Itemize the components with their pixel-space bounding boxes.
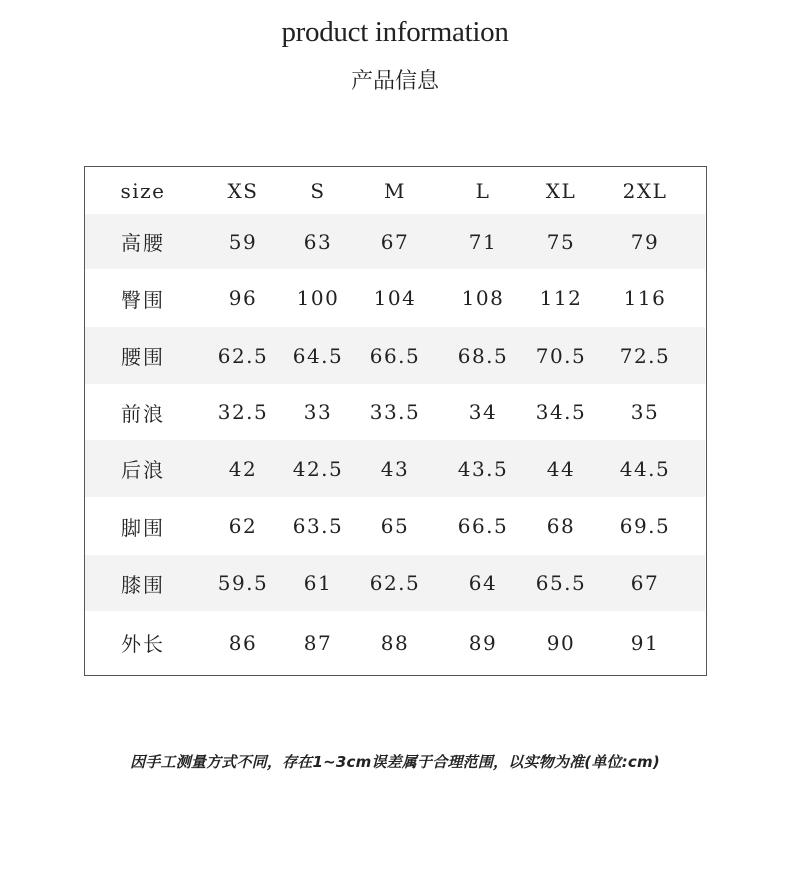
table-row — [85, 611, 705, 674]
table-cell: 42.5 — [292, 456, 344, 481]
table-cell: 62.5 — [369, 571, 421, 595]
table-cell: 68 — [546, 514, 576, 538]
table-cell: 61 — [303, 571, 333, 595]
table-cell: 71 — [468, 229, 498, 254]
measurement-note: 因手工测量方式不同，存在1~3cm误差属于合理范围，以实物为准(单位:cm) — [130, 753, 660, 771]
row-label: 高腰 — [121, 231, 165, 255]
table-cell: 32.5 — [217, 400, 269, 424]
table-cell: 62.5 — [217, 343, 269, 368]
table-row — [85, 214, 705, 269]
table-cell: 90 — [546, 630, 576, 655]
table-cell: 116 — [623, 286, 667, 310]
table-cell: 65.5 — [535, 571, 587, 595]
column-header: size — [120, 178, 166, 203]
table-cell: 66.5 — [457, 514, 509, 538]
table-cell: 65 — [380, 514, 410, 538]
table-cell: 69.5 — [619, 514, 671, 538]
table-cell: 42 — [228, 456, 258, 481]
table-cell: 64.5 — [292, 343, 344, 368]
column-header: XS — [227, 178, 259, 203]
table-cell: 72.5 — [619, 343, 671, 368]
table-cell: 43.5 — [457, 456, 509, 481]
table-cell: 86 — [228, 630, 258, 655]
row-label: 膝围 — [121, 572, 165, 597]
table-cell: 34 — [468, 400, 498, 424]
page-title-cn: 产品信息 — [350, 69, 439, 94]
table-cell: 59.5 — [217, 571, 269, 595]
column-header: M — [384, 178, 406, 203]
table-cell: 62 — [228, 514, 258, 538]
table-cell: 33.5 — [369, 400, 421, 424]
size-table — [84, 166, 707, 676]
table-header-row — [85, 167, 705, 214]
table-row — [85, 327, 705, 384]
row-label: 前浪 — [121, 401, 165, 426]
row-label: 脚围 — [121, 515, 165, 540]
table-cell: 88 — [380, 630, 410, 655]
table-cell: 66.5 — [369, 343, 421, 368]
table-cell: 44 — [546, 456, 576, 481]
table-row — [85, 497, 705, 555]
table-cell: 43 — [380, 456, 410, 481]
table-cell: 75 — [546, 229, 576, 254]
table-row — [85, 440, 705, 497]
table-cell: 112 — [539, 286, 583, 310]
table-cell: 67 — [630, 571, 660, 595]
table-cell: 87 — [303, 630, 333, 655]
table-row — [85, 384, 705, 440]
table-cell: 68.5 — [457, 343, 509, 368]
table-cell: 70.5 — [535, 343, 587, 368]
column-header: L — [475, 178, 491, 203]
table-cell: 89 — [468, 630, 498, 655]
table-cell: 63 — [303, 229, 333, 254]
row-label: 腰围 — [121, 345, 165, 369]
table-cell: 64 — [468, 571, 498, 595]
row-label: 臀围 — [121, 287, 165, 312]
table-cell: 34.5 — [535, 400, 587, 424]
table-cell: 108 — [461, 286, 505, 310]
table-cell: 96 — [228, 286, 258, 310]
table-cell: 44.5 — [619, 456, 671, 481]
column-header: XL — [545, 178, 577, 203]
table-row — [85, 269, 705, 327]
column-header: S — [310, 178, 326, 203]
table-row — [85, 555, 705, 611]
table-cell: 91 — [630, 630, 660, 655]
table-cell: 104 — [373, 286, 417, 310]
table-cell: 67 — [380, 229, 410, 254]
column-header: 2XL — [622, 178, 668, 203]
table-cell: 79 — [630, 229, 660, 254]
row-label: 外长 — [121, 632, 165, 656]
page-title-en: product information — [281, 16, 509, 48]
table-cell: 59 — [228, 229, 258, 254]
table-cell: 100 — [296, 286, 340, 310]
row-label: 后浪 — [121, 458, 165, 482]
table-cell: 33 — [303, 400, 333, 424]
table-cell: 35 — [630, 400, 660, 424]
table-cell: 63.5 — [292, 514, 344, 538]
